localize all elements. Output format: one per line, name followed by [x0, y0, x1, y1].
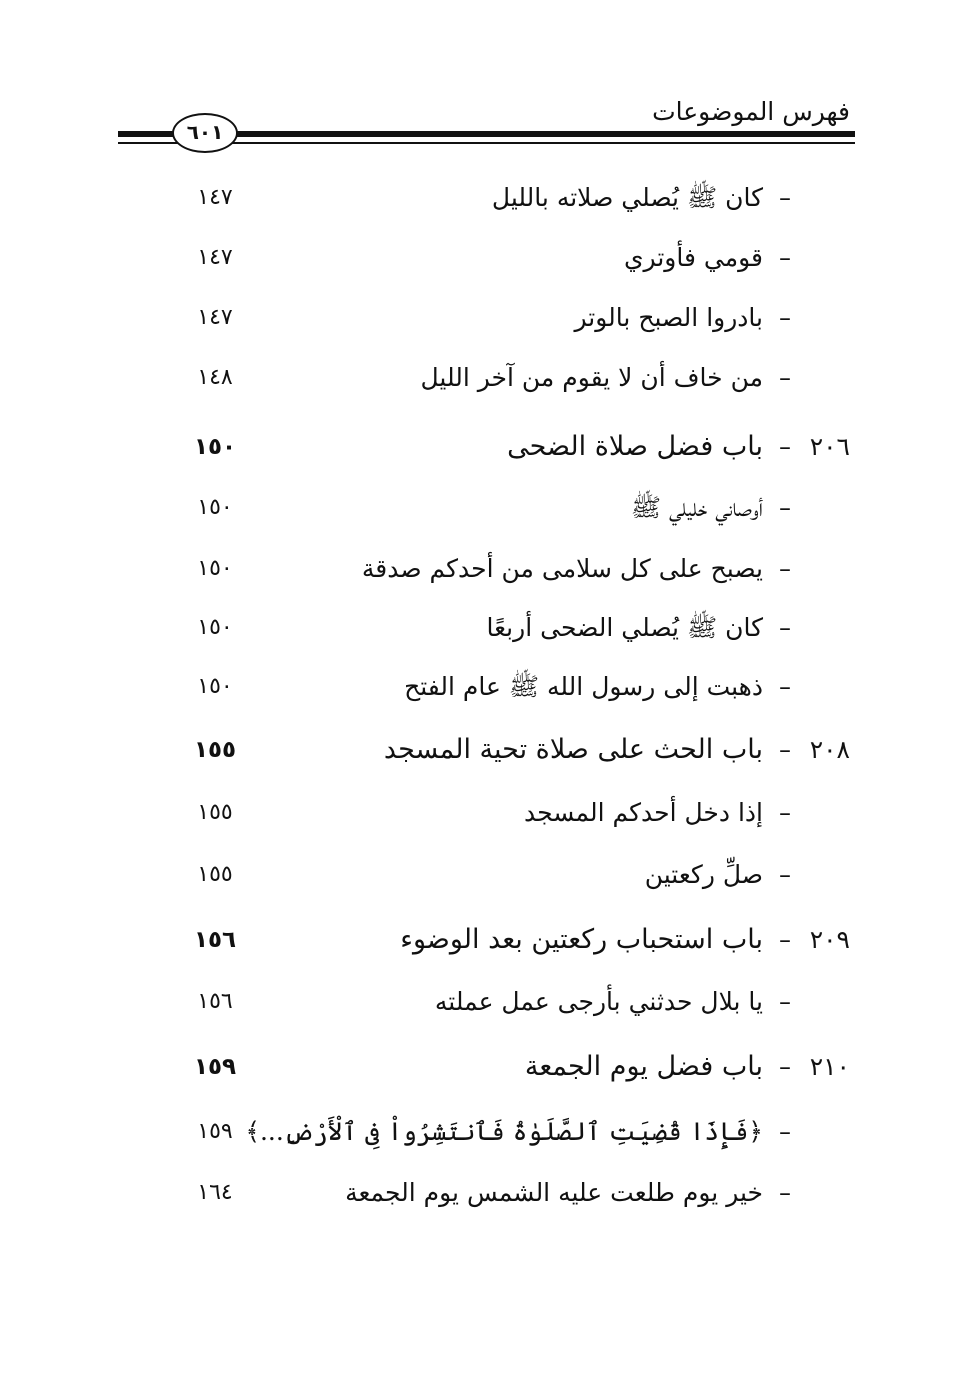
toc-page-number: ١٤٨: [197, 365, 233, 390]
toc-entry-title: يصبح على كل سلامى من أحدكم صدقة: [361, 554, 763, 583]
toc-page-number: ١٤٧: [197, 245, 233, 270]
toc-chapter-row: [0, 425, 953, 469]
toc-entry-row: [0, 296, 953, 340]
toc-entry-row: [0, 980, 953, 1024]
toc-chapter-number: ٢٠٦: [809, 432, 850, 461]
toc-page-number: ١٥٥: [193, 737, 237, 763]
toc-dash: –: [779, 184, 791, 212]
toc-entry-title: قومي فأوتري: [623, 243, 763, 272]
toc-chapter-number: ٢٠٩: [809, 925, 850, 954]
toc-entry-row: [0, 486, 953, 530]
toc-entry-row: [0, 606, 953, 650]
toc-page-number: ١٥٦: [197, 989, 233, 1014]
toc-entry-title: صلِّ ركعتين: [644, 860, 763, 889]
toc-page-number: ١٥٠: [197, 674, 233, 699]
toc-page-number: ١٥٩: [197, 1119, 233, 1144]
toc-chapter-number: ٢٠٨: [809, 735, 850, 764]
toc-page-number: ١٥٥: [197, 862, 233, 887]
toc-entry-title: إذا دخل أحدكم المسجد: [523, 798, 763, 827]
toc-dash: –: [779, 494, 791, 522]
toc-chapter-title: باب استحباب ركعتين بعد الوضوء: [400, 924, 763, 955]
toc-dash: –: [779, 799, 791, 827]
page-number-badge: ٦٠١: [172, 113, 238, 153]
toc-dash: –: [779, 988, 791, 1016]
toc-entry-title: من خاف أن لا يقوم من آخر الليل: [420, 363, 763, 392]
toc-chapter-number: ٢١٠: [809, 1052, 850, 1081]
toc-entry-row: [0, 1110, 953, 1154]
toc-dash: –: [779, 304, 791, 332]
toc-entry-row: [0, 665, 953, 709]
toc-entry-row: [0, 547, 953, 591]
toc-chapter-title: باب فضل صلاة الضحى: [507, 431, 763, 462]
toc-page-number: ١٥٠: [197, 495, 233, 520]
toc-dash: –: [779, 1179, 791, 1207]
toc-page-number: ١٥٠: [197, 615, 233, 640]
toc-page-number: ١٤٧: [197, 305, 233, 330]
toc-chapter-row: [0, 918, 953, 962]
toc-dash: –: [779, 364, 791, 392]
toc-entry-title: خير يوم طلعت عليه الشمس يوم الجمعة: [345, 1178, 763, 1207]
toc-page-number: ١٦٤: [197, 1180, 233, 1205]
toc-entry-title: كان ﷺ يُصلي الضحى أربعًا: [486, 613, 763, 642]
toc-dash: –: [779, 433, 791, 461]
toc-page-number: ١٥٥: [197, 800, 233, 825]
toc-entry-title: ذهبت إلى رسول الله ﷺ عام الفتح: [404, 672, 763, 701]
toc-chapter-row: [0, 728, 953, 772]
toc-chapter-title: باب الحث على صلاة تحية المسجد: [383, 734, 763, 765]
toc-page-number: ١٥٠: [193, 434, 237, 460]
toc-dash: –: [779, 1053, 791, 1081]
toc-entry-row: [0, 356, 953, 400]
toc-entry-title: بادروا الصبح بالوتر: [574, 303, 763, 332]
toc-chapter-row: [0, 1045, 953, 1089]
toc-entry-title: كان ﷺ يُصلي صلاته بالليل: [491, 183, 763, 212]
toc-entry-row: [0, 791, 953, 835]
toc-dash: –: [779, 926, 791, 954]
toc-page-number: ١٤٧: [197, 185, 233, 210]
toc-dash: –: [779, 861, 791, 889]
toc-page-number: ١٥٦: [193, 927, 237, 953]
toc-page-number: ١٥٠: [197, 556, 233, 581]
toc-entry-title: يا بلال حدثني بأرجى عمل عملته: [434, 987, 763, 1016]
toc-dash: –: [779, 614, 791, 642]
toc-page-number: ١٥٩: [193, 1054, 237, 1080]
toc-dash: –: [779, 244, 791, 272]
toc-entry-title: ﴿فَإِذَا قُضِيَتِ ٱلصَّلَوٰةُ فَٱنتَشِرُواْ فِى ٱلْأَرْضِ...﴾: [245, 1117, 763, 1146]
toc-entry-title: أوصاني خليلي ﷺ: [630, 493, 763, 522]
running-header-title: فهرس الموضوعات: [652, 97, 850, 126]
toc-entry-row: [0, 1171, 953, 1215]
toc-dash: –: [779, 736, 791, 764]
toc-chapter-title: باب فضل يوم الجمعة: [524, 1051, 763, 1082]
toc-entry-row: [0, 853, 953, 897]
toc-dash: –: [779, 555, 791, 583]
toc-dash: –: [779, 1118, 791, 1146]
toc-dash: –: [779, 673, 791, 701]
toc-entry-row: [0, 176, 953, 220]
toc-entry-row: [0, 236, 953, 280]
